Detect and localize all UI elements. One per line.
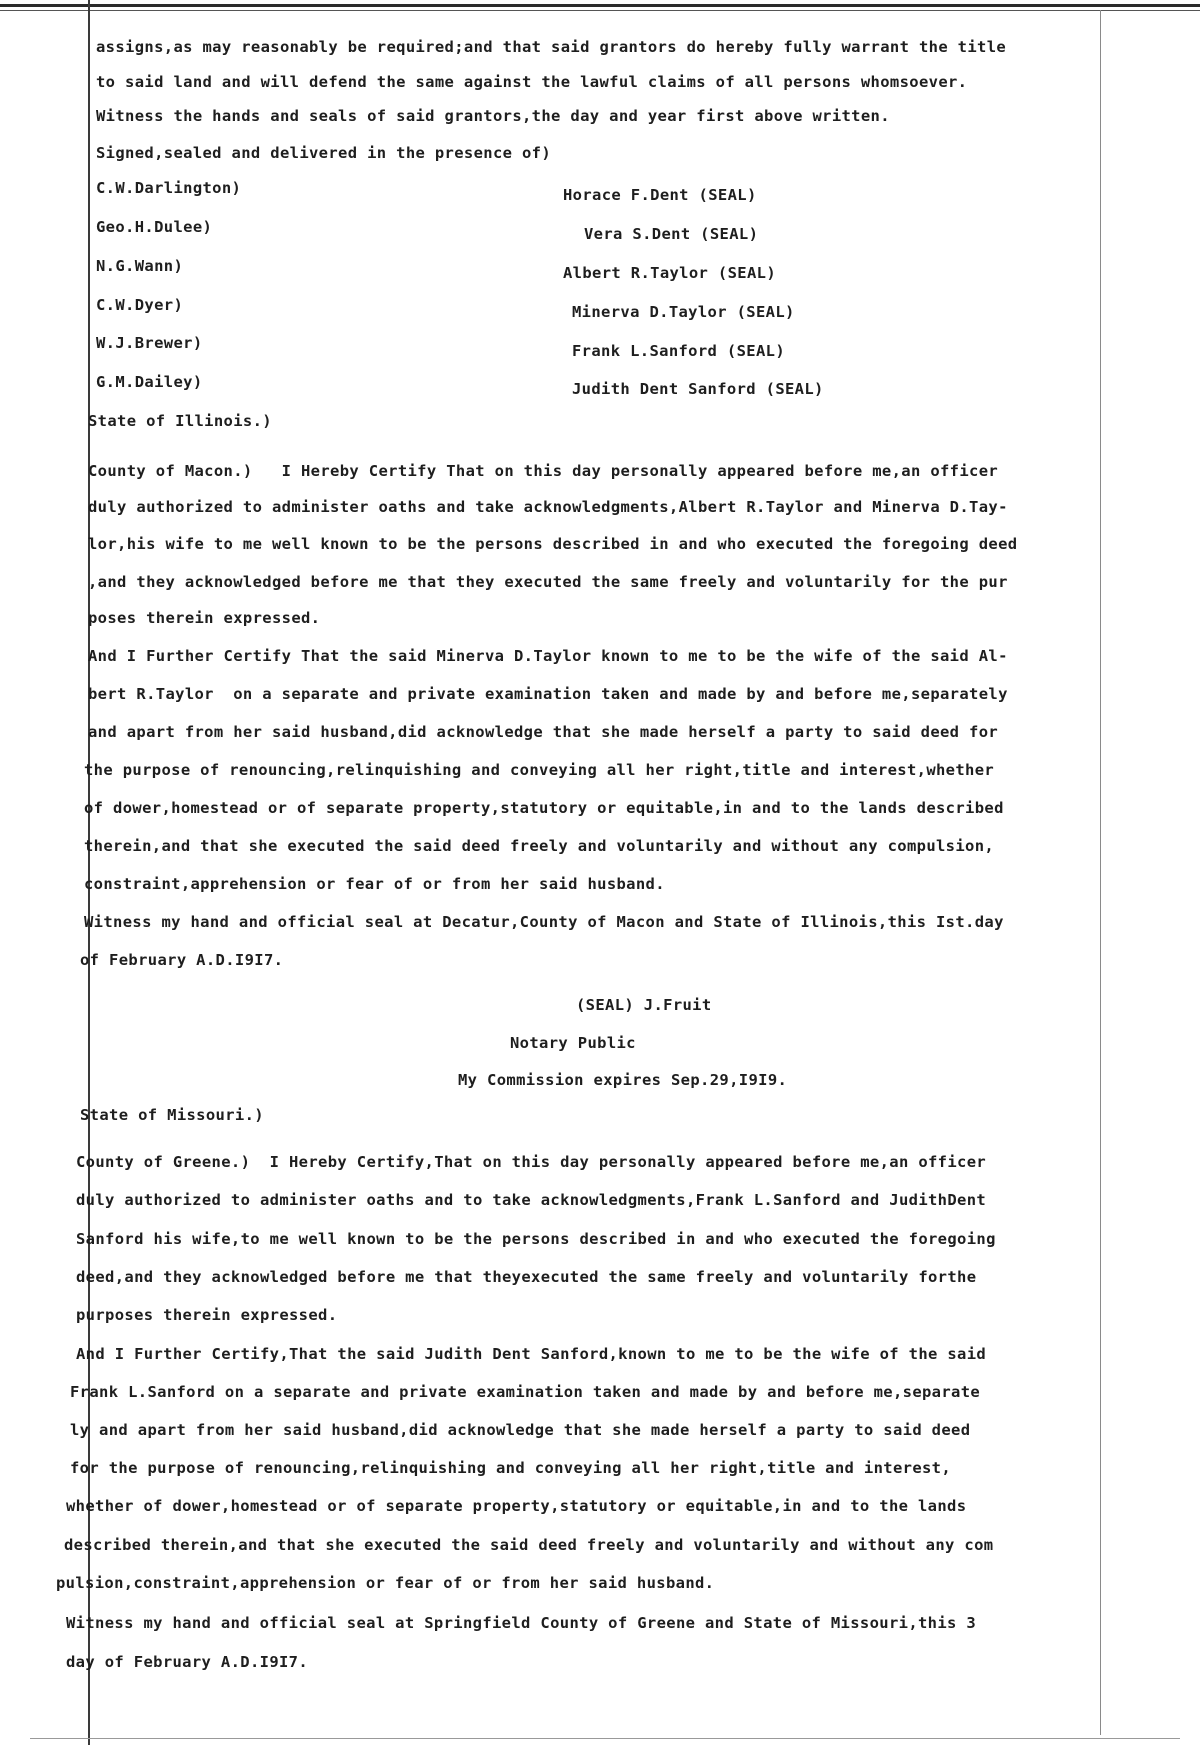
text-line: duly authorized to administer oaths and to take acknowledgments,Frank L.Sanford and JudithDent [76,1191,987,1209]
text-line: assigns,as may reasonably be required;and that said grantors do hereby fully warrant the title [96,38,1007,56]
witness-name: N.G.Wann) [96,257,184,275]
text-line: County of Greene.) I Hereby Certify,That on this day personally appeared before me,an officer [76,1153,987,1171]
grantor-signature: Judith Dent Sanford (SEAL) [572,380,824,398]
text-line: pulsion,constraint,apprehension or fear of or from her said husband. [56,1574,715,1592]
text-line: lor,his wife to me well known to be the persons described in and who executed the foregoing deed [88,535,1018,553]
notary-signature: (SEAL) J.Fruit [576,996,712,1014]
left-margin-line [88,0,90,1745]
text-line: bert R.Taylor on a separate and private examination taken and made by and before me,separately [88,685,1008,703]
text-line: Sanford his wife,to me well known to be the persons described in and who executed the foregoing [76,1230,996,1248]
text-line: County of Macon.) I Hereby Certify That on this day personally appeared before me,an officer [88,462,999,480]
text-line: and apart from her said husband,did acknowledge that she made herself a party to said deed for [88,723,999,741]
grantor-signature: Minerva D.Taylor (SEAL) [572,303,795,321]
grantor-signature: Horace F.Dent (SEAL) [563,186,757,204]
grantor-signature: Vera S.Dent (SEAL) [584,225,759,243]
text-line: for the purpose of renouncing,relinquishing and conveying all her right,title and interest, [70,1459,952,1477]
grantor-signature: Frank L.Sanford (SEAL) [572,342,785,360]
right-margin-line [1100,10,1101,1735]
text-line: Witness my hand and official seal at Decatur,County of Macon and State of Illinois,this Ist.day [84,913,1004,931]
text-line: poses therein expressed. [88,609,321,627]
text-line: purposes therein expressed. [76,1306,338,1324]
text-line: of February A.D.I9I7. [80,951,284,969]
venue-state: State of Missouri.) [80,1106,264,1124]
text-line: duly authorized to administer oaths and take acknowledgments,Albert R.Taylor and Minerva D.Tay- [88,498,1008,516]
text-line: to said land and will defend the same against the lawful claims of all persons whomsoever. [96,73,968,91]
text-line: constraint,apprehension or fear of or from her said husband. [84,875,665,893]
text-line: Witness the hands and seals of said grantors,the day and year first above written. [96,107,890,125]
text-line: the purpose of renouncing,relinquishing and conveying all her right,title and interest,whether [84,761,995,779]
text-line: day of February A.D.I9I7. [66,1653,309,1671]
text-line: And I Further Certify,That the said Judith Dent Sanford,known to me to be the wife of the said [76,1345,987,1363]
text-line: deed,and they acknowledged before me that theyexecuted the same freely and voluntarily forthe [76,1268,977,1286]
text-line: Frank L.Sanford on a separate and private examination taken and made by and before me,separate [70,1383,981,1401]
witness-name: C.W.Dyer) [96,296,184,314]
grantor-signature: Albert R.Taylor (SEAL) [563,264,776,282]
witness-name: G.M.Dailey) [96,373,203,391]
text-line: therein,and that she executed the said deed freely and voluntarily and without any compulsion, [84,837,995,855]
text-line: ly and apart from her said husband,did acknowledge that she made herself a party to said deed [70,1421,971,1439]
page-bottom-edge [30,1738,1180,1739]
witness-name: W.J.Brewer) [96,334,203,352]
text-line: And I Further Certify That the said Minerva D.Taylor known to me to be the wife of the said Al- [88,647,1008,665]
text-line: ,and they acknowledged before me that they executed the same freely and voluntarily for the pur [88,573,1008,591]
notary-commission: My Commission expires Sep.29,I9I9. [458,1071,788,1089]
witness-name: Geo.H.Dulee) [96,218,213,236]
text-line: of dower,homestead or of separate property,statutory or equitable,in and to the lands described [84,799,1004,817]
text-line: described therein,and that she executed the said deed freely and voluntarily and without any com [64,1536,994,1554]
venue-state: State of Illinois.) [88,412,272,430]
text-line: Signed,sealed and delivered in the presence of) [96,144,552,162]
text-line: Witness my hand and official seal at Springfield County of Greene and State of Missouri,this 3 [66,1614,977,1632]
top-rule-secondary [0,10,1200,11]
text-line: whether of dower,homestead or of separate property,statutory or equitable,in and to the lands [66,1497,967,1515]
notary-title: Notary Public [510,1034,636,1052]
witness-name: C.W.Darlington) [96,179,242,197]
top-rule [0,4,1200,7]
